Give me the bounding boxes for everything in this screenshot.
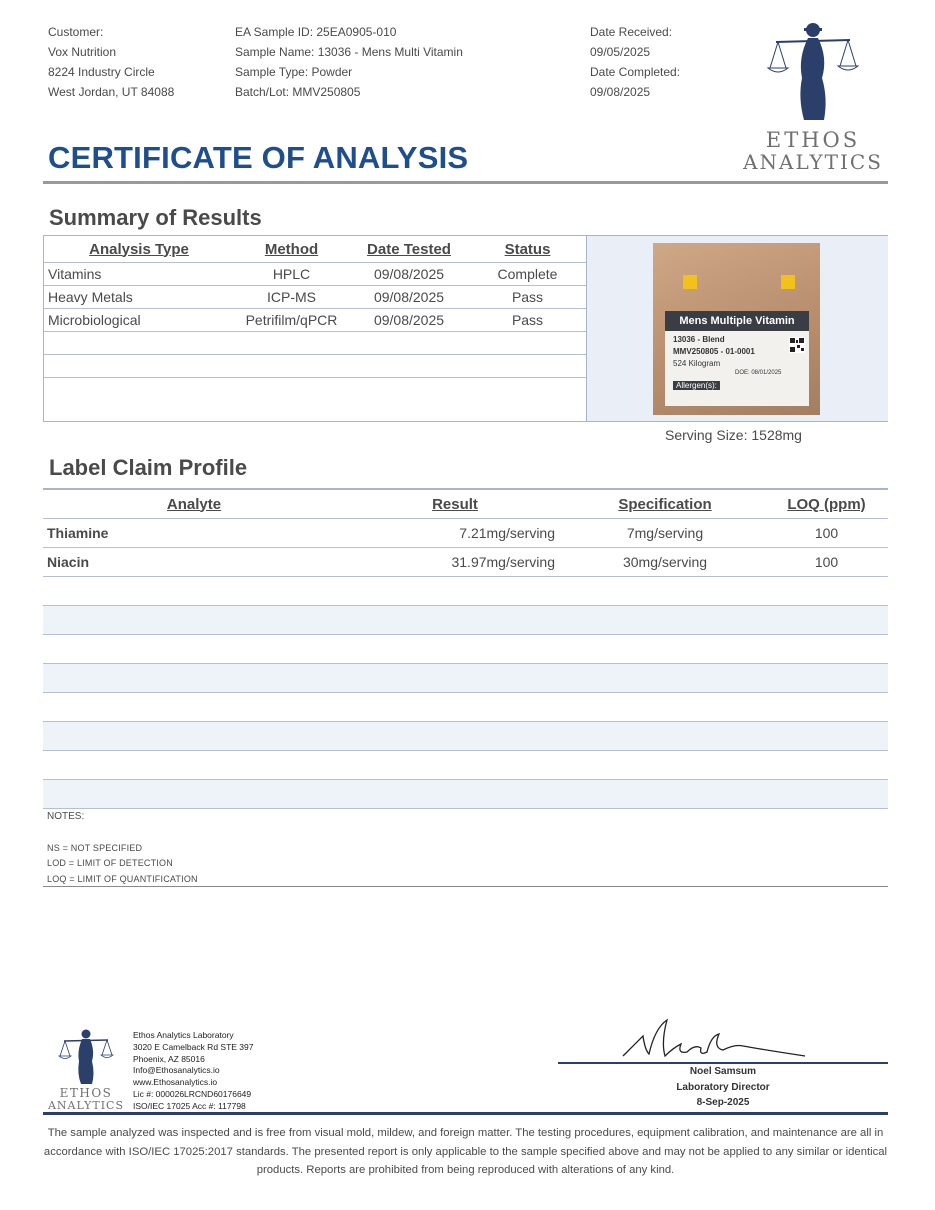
empty-row [43, 722, 888, 751]
sample-type: Sample Type: Powder [235, 65, 353, 79]
table-row [44, 263, 586, 286]
summary-header-row [44, 236, 586, 263]
bag-label [665, 311, 809, 406]
logo-text-analytics: ANALYTICS [743, 150, 883, 174]
col-loq: LOQ (ppm) [765, 489, 888, 519]
date-tested-cell: 09/08/2025 [349, 309, 469, 332]
date-completed-label: Date Completed: [590, 65, 681, 79]
lab-license: Lic #: 000026LRCND60176649 [133, 1088, 252, 1099]
bag-label-line: MMV250805 - 01-0001 [673, 347, 755, 356]
col-date-tested: Date Tested [367, 240, 451, 258]
qr-code-icon [789, 337, 805, 353]
status-cell: Pass [469, 309, 586, 332]
lab-website: www.Ethosanalytics.io [133, 1077, 218, 1088]
bag-label-line: 13036 - Blend [673, 335, 725, 344]
note-item: NS = NOT SPECIFIED [47, 843, 143, 853]
empty-row [44, 332, 586, 355]
customer-label: Customer: [48, 25, 104, 39]
label-claim-header-row [43, 489, 888, 519]
analyte-cell: Niacin [43, 548, 345, 577]
note-item: LOD = LIMIT OF DETECTION [47, 858, 173, 868]
logo-text-ethos: ETHOS [765, 128, 861, 152]
footer-logo-ethos: ETHOS [59, 1086, 113, 1100]
customer-street: 8224 Industry Circle [48, 65, 155, 79]
table-row [43, 548, 888, 577]
signer-name: Noel Samsum [689, 1066, 757, 1077]
date-received: 09/05/2025 [590, 45, 651, 59]
customer-city: West Jordan, UT 84088 [48, 85, 175, 99]
sample-photo [653, 243, 820, 415]
serving-size: Serving Size: 1528mg [665, 427, 802, 443]
clip-left [683, 275, 697, 289]
summary-heading: Summary of Results [49, 205, 262, 230]
empty-row [43, 780, 888, 809]
summary-box [43, 235, 888, 422]
table-row [44, 309, 586, 332]
empty-row [43, 606, 888, 635]
footer-logo-analytics: ANALYTICS [47, 1099, 124, 1112]
title-divider [43, 181, 888, 184]
empty-row [43, 635, 888, 664]
notes-label: NOTES: [47, 811, 85, 822]
sample-block [235, 22, 463, 102]
scales-of-justice-icon [44, 1026, 128, 1086]
empty-row [43, 664, 888, 693]
status-cell: Pass [469, 286, 586, 309]
col-status: Status [504, 240, 551, 258]
label-claim-table [43, 488, 888, 809]
lab-city: Phoenix, AZ 85016 [133, 1053, 205, 1064]
signature-line [558, 1062, 888, 1064]
date-tested-cell: 09/08/2025 [349, 286, 469, 309]
label-claim-heading: Label Claim Profile [49, 455, 248, 480]
signature [615, 1014, 815, 1064]
ethos-logo [738, 18, 888, 176]
disclaimer: The sample analyzed was inspected and is free from visual mold, mildew, and foreign matter. The testing procedures, equipment calibration, and maintenance are all in accordance with ISO/IEC 17025:2017 standards. The presented report is only applicable to the sample specified above and may not be applied to any similar or identical products. Reports are prohibited from being reproduced with alterations of any kind. [43, 1127, 888, 1176]
method-cell: HPLC [234, 263, 349, 286]
bag-label-title: Mens Multiple Vitamin [665, 311, 809, 331]
specification-cell: 30mg/serving [565, 548, 765, 577]
empty-row [43, 751, 888, 780]
signer-title: Laboratory Director [676, 1082, 770, 1093]
col-result: Result [345, 489, 565, 519]
footer-logo [44, 1026, 128, 1112]
page-title: CERTIFICATE OF ANALYSIS [48, 140, 469, 175]
col-specification: Specification [565, 489, 765, 519]
date-completed: 09/08/2025 [590, 85, 651, 99]
sign-date: 8-Sep-2025 [696, 1097, 750, 1108]
col-analysis-type: Analysis Type [89, 240, 189, 258]
scales-of-justice-icon [738, 18, 888, 122]
date-received-label: Date Received: [590, 25, 673, 39]
loq-cell: 100 [765, 548, 888, 577]
clip-right [781, 275, 795, 289]
customer-block [48, 22, 174, 102]
col-analyte: Analyte [43, 489, 345, 519]
status-cell: Complete [469, 263, 586, 286]
result-cell: 31.97mg/serving [345, 548, 565, 577]
empty-row [43, 693, 888, 722]
sample-name: Sample Name: 13036 - Mens Multi Vitamin [235, 45, 463, 59]
empty-row [44, 355, 586, 378]
bag-label-line: 524 Kilogram [673, 359, 721, 368]
lab-name: Ethos Analytics Laboratory [133, 1030, 234, 1040]
lab-info [133, 1030, 253, 1113]
dates-block [590, 22, 680, 102]
summary-table [44, 236, 586, 400]
footer-divider [43, 1112, 888, 1115]
table-row [44, 286, 586, 309]
bag-label-line: Allergen(s): [673, 381, 720, 390]
specification-cell: 7mg/serving [565, 519, 765, 548]
bag-label-line: DOE: 08/01/2025 [735, 370, 782, 376]
lab-iso: ISO/IEC 17025 Acc #: 117798 [133, 1100, 246, 1111]
lab-address: 3020 E Camelback Rd STE 397 [133, 1041, 254, 1052]
method-cell: Petrifilm/qPCR [234, 309, 349, 332]
notes-divider [43, 886, 888, 887]
customer-name: Vox Nutrition [48, 45, 117, 59]
analysis-type-cell: Heavy Metals [44, 286, 234, 309]
analysis-type-cell: Microbiological [44, 309, 234, 332]
col-method: Method [264, 240, 319, 258]
table-row [43, 519, 888, 548]
analyte-cell: Thiamine [43, 519, 345, 548]
result-cell: 7.21mg/serving [345, 519, 565, 548]
date-tested-cell: 09/08/2025 [349, 263, 469, 286]
batch-lot: Batch/Lot: MMV250805 [235, 85, 361, 99]
empty-row [44, 378, 586, 401]
note-item: LOQ = LIMIT OF QUANTIFICATION [47, 874, 198, 884]
empty-row [43, 577, 888, 606]
sample-photo-cell [586, 236, 888, 421]
loq-cell: 100 [765, 519, 888, 548]
method-cell: ICP-MS [234, 286, 349, 309]
sample-id: EA Sample ID: 25EA0905-010 [235, 25, 397, 39]
lab-email: Info@Ethosanalytics.io [133, 1065, 220, 1076]
analysis-type-cell: Vitamins [44, 263, 234, 286]
